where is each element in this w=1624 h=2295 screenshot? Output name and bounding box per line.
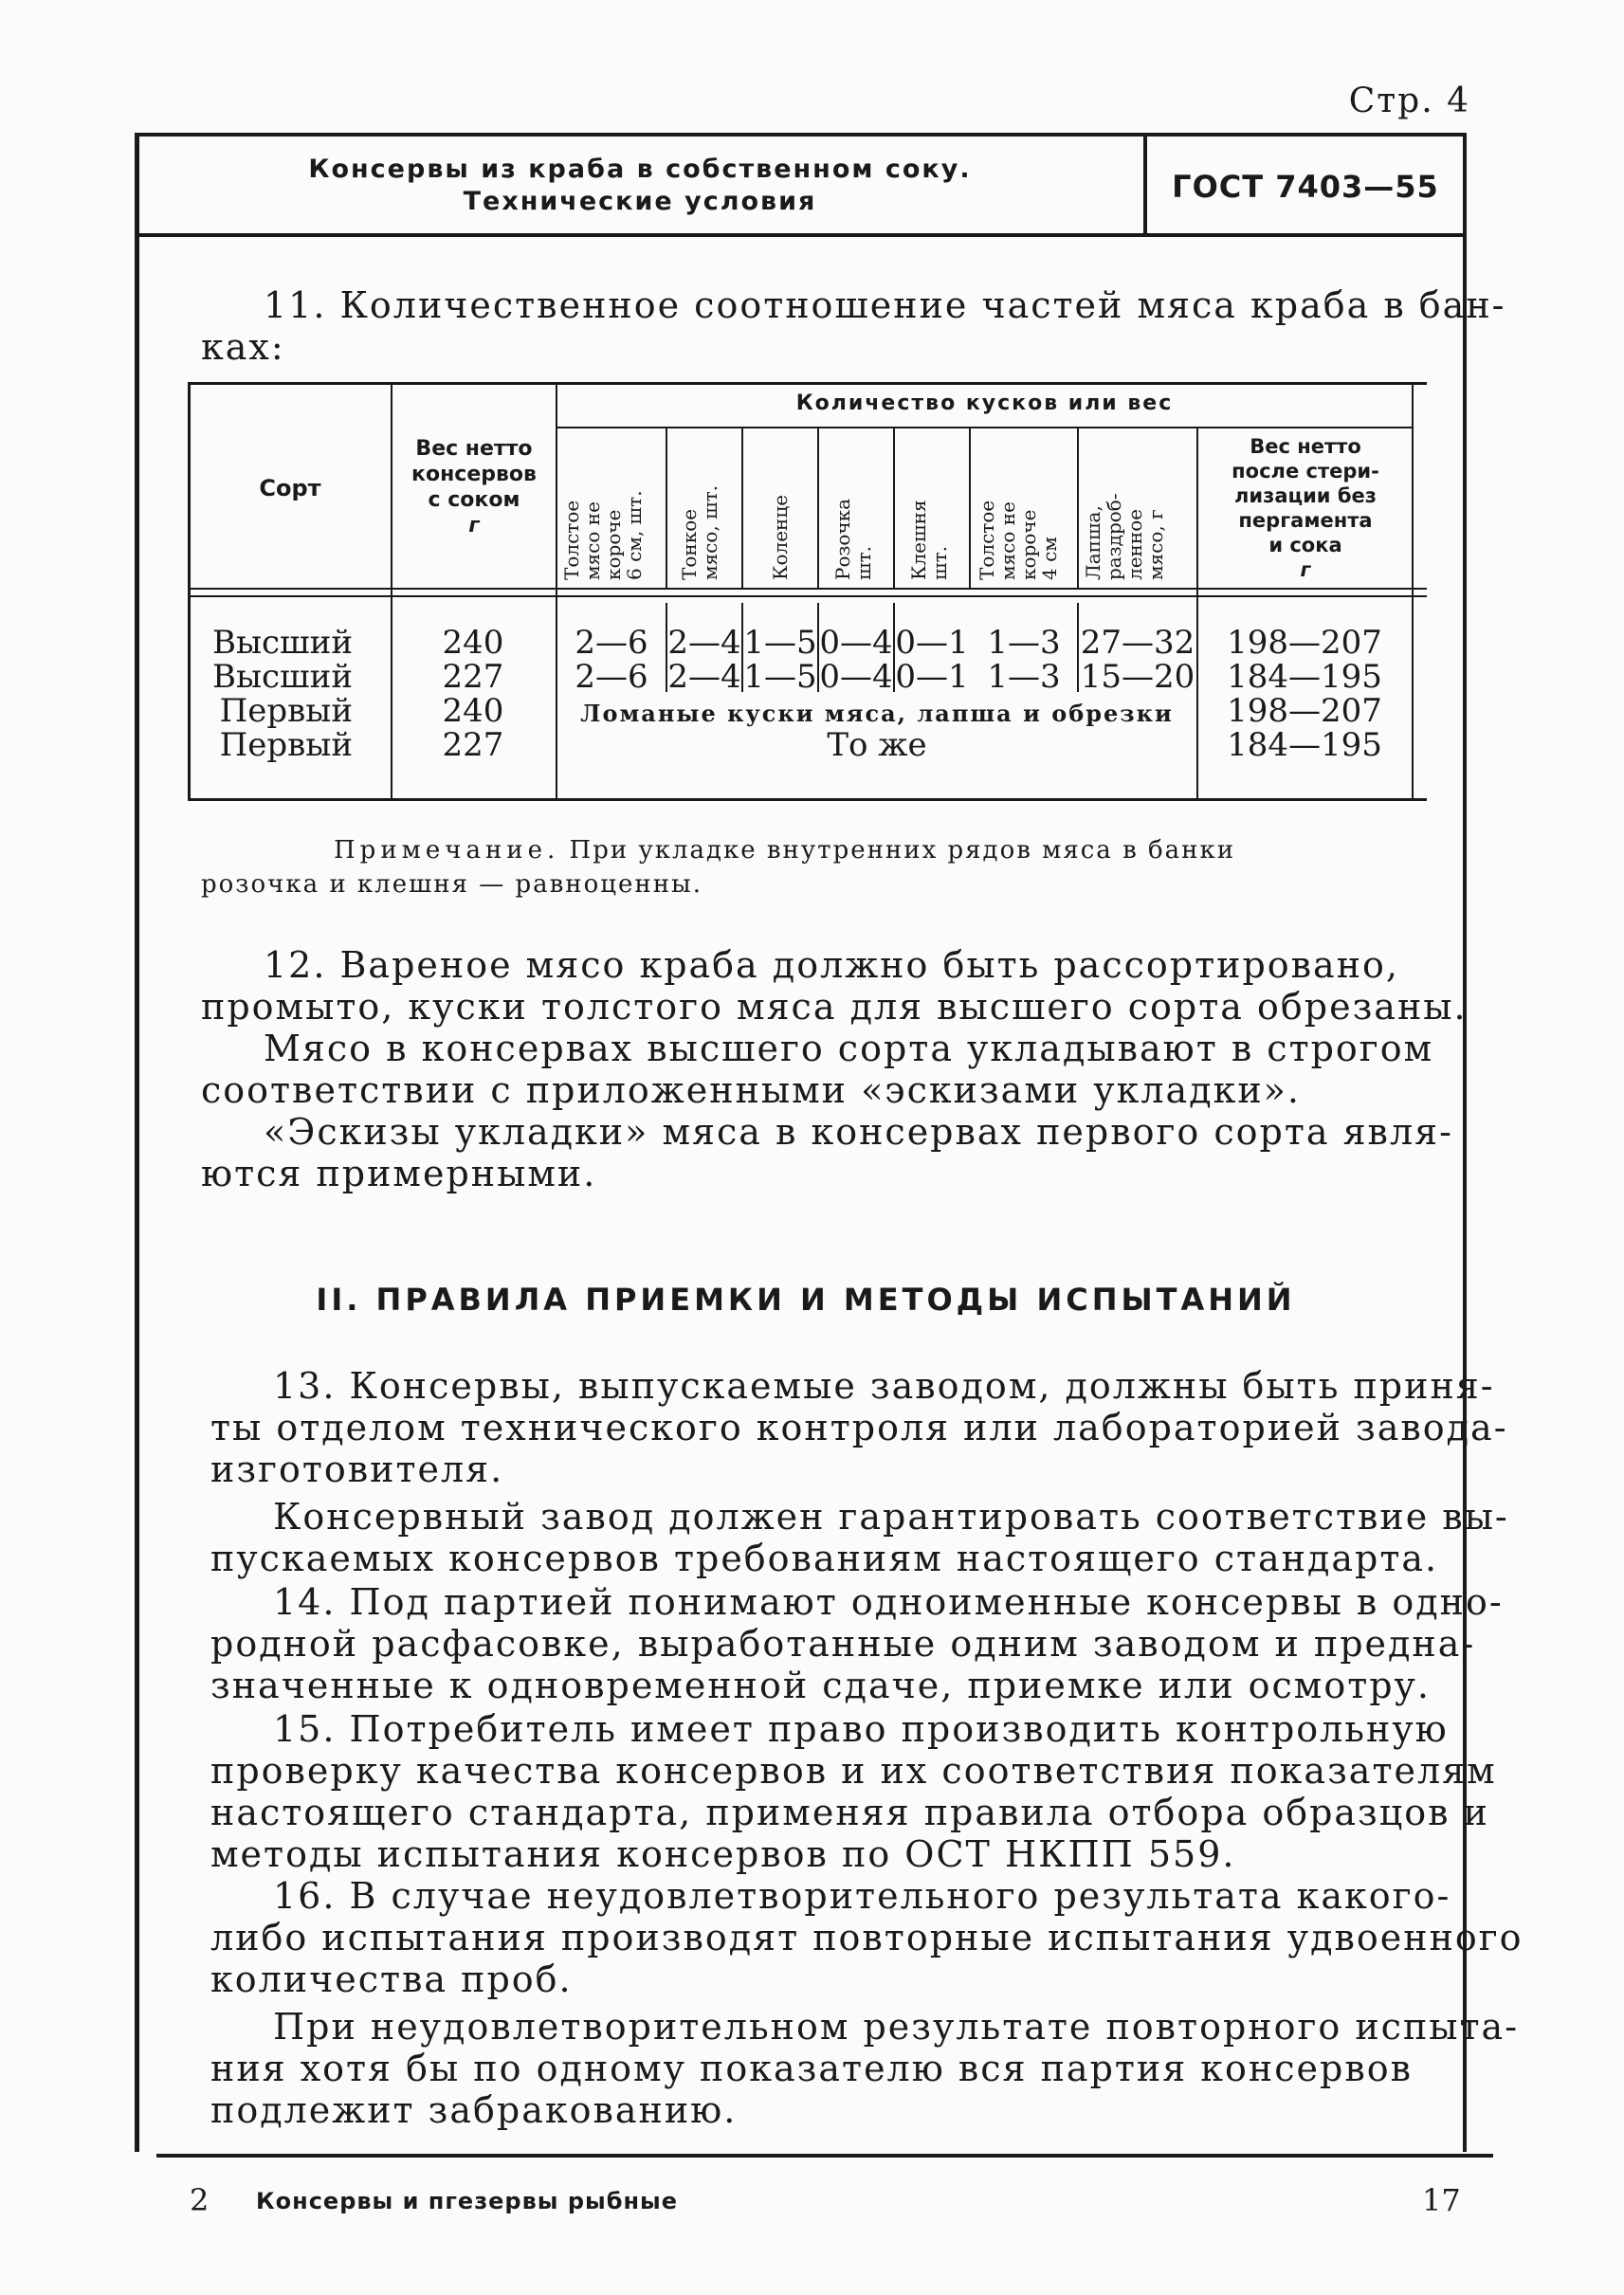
- cell-sort: Первый: [219, 726, 353, 764]
- col-header-thick-6cm: Толстое мясо не короче 6 см, шт.: [560, 490, 646, 580]
- cell-value: 1—5: [743, 624, 817, 662]
- table-subcol-line: [666, 428, 667, 588]
- footer-page-left: 2: [190, 2182, 210, 2218]
- table-header-rule-2: [188, 595, 1427, 597]
- col-header-group: Количество кусков или вес: [795, 392, 1174, 415]
- paragraph-line: изготовителя.: [210, 1448, 504, 1490]
- cell-sort: Высший: [211, 658, 353, 696]
- footer-rule: [156, 2154, 1493, 2158]
- cell-after: 198—207: [1227, 624, 1382, 662]
- col-header-kleshnya: Клешня шт.: [907, 500, 951, 580]
- cell-value: 2—4: [667, 624, 741, 662]
- cell-after: 198—207: [1227, 692, 1382, 730]
- frame-right-border: [1463, 133, 1467, 2152]
- paragraph-line: 15. Потребитель имеет право производить контрольную: [273, 1708, 1449, 1750]
- frame-left-border: [135, 133, 139, 2152]
- table-subcol-line: [817, 428, 819, 588]
- cell-value: 1—5: [743, 658, 817, 696]
- title-line-2: Технические условия: [463, 187, 817, 216]
- col-header-kolentse: Коленце: [769, 494, 792, 580]
- header-divider: [1143, 133, 1147, 237]
- paragraph-line: ния хотя бы по одному показателю вся партия консервов: [210, 2048, 1414, 2089]
- cell-after: 184—195: [1227, 726, 1382, 764]
- cell-value: 27—32: [1080, 624, 1195, 662]
- table-subcol-line: [893, 428, 895, 588]
- paragraph-line: методы испытания консервов по ОСТ НКПП 559.: [210, 1833, 1236, 1875]
- section-title: II. ПРАВИЛА ПРИЕМКИ И МЕТОДЫ ИСПЫТАНИЙ: [316, 1282, 1296, 1318]
- note-line-1: Примечание. При укладке внутренних рядов мяса в банки: [334, 836, 1236, 865]
- cell-value: 2—6: [575, 658, 648, 696]
- cell-merged: То же: [827, 726, 927, 764]
- cell-value: 1—3: [987, 658, 1061, 696]
- paragraph-line: проверку качества консервов и их соответствия показателям: [210, 1750, 1497, 1792]
- col-header-rozochka: Розочка шт.: [831, 498, 875, 580]
- col-header-thick-4cm: Толстое мясо не короче 4 см: [976, 500, 1061, 580]
- cell-sort: Первый: [219, 692, 353, 730]
- cell-weight: 240: [442, 624, 504, 662]
- paragraph-line: Консервный завод должен гарантировать соответствие вы-: [273, 1496, 1509, 1538]
- title-line-1: Консервы из краба в собственном соку.: [308, 155, 972, 184]
- document-title: [142, 154, 1138, 218]
- table-subcol-line: [969, 428, 971, 588]
- paragraph-line: 13. Консервы, выпускаемые заводом, должны быть приня-: [273, 1365, 1495, 1407]
- paragraph-line: настоящего стандарта, применяя правила отбора образцов и: [210, 1792, 1489, 1833]
- cell-weight: 240: [442, 692, 504, 730]
- cell-weight: 227: [442, 726, 504, 764]
- table-right-border: [1412, 382, 1414, 801]
- cell-value: 0—1: [895, 624, 969, 662]
- table-subcol-line: [1077, 428, 1079, 588]
- paragraph-line: подлежит забракованию.: [210, 2089, 738, 2131]
- cell-sort: Высший: [211, 624, 353, 662]
- cell-value: 15—20: [1080, 658, 1195, 696]
- note-label: Примечание.: [334, 836, 560, 865]
- paragraph-line: 16. В случае неудовлетворительного результата какого-: [273, 1875, 1451, 1917]
- table-subcol-line: [741, 428, 743, 588]
- table-header-rule-1: [188, 588, 1427, 590]
- paragraph-line: промыто, куски толстого мяса для высшего сорта обрезаны.: [201, 986, 1468, 1028]
- header-bottom-border: [135, 233, 1467, 237]
- frame-top-border: [135, 133, 1467, 137]
- cell-value: 0—4: [819, 624, 893, 662]
- cell-value: 0—4: [819, 658, 893, 696]
- cell-value: 0—1: [895, 658, 969, 696]
- paragraph-line: ются примерными.: [201, 1153, 597, 1194]
- col-header-weight: Вес нетто консервов с соком г: [411, 437, 537, 537]
- table-group-rule: [556, 427, 1414, 428]
- col-header-thin: Тонкое мясо, шт.: [678, 484, 721, 580]
- clause-11-line-1: 11. Количественное соотношение частей мяса краба в бан-: [264, 284, 1506, 326]
- paragraph-line: 14. Под партией понимают одноименные консервы в одно-: [273, 1581, 1504, 1623]
- footer-source: Консервы и пгезервы рыбные: [256, 2188, 679, 2214]
- gost-number: ГОСТ 7403—55: [1172, 169, 1439, 205]
- cell-weight: 227: [442, 658, 504, 696]
- paragraph-line: «Эскизы укладки» мяса в консервах первого сорта явля-: [264, 1111, 1453, 1153]
- col-header-after-sterilization: Вес нетто после стери- лизации без пергамента и сока г: [1232, 435, 1379, 581]
- paragraph-line: ты отделом технического контроля или лабораторией завода-: [210, 1407, 1508, 1448]
- paragraph-line: соответствии с приложенными «эскизами укладки».: [201, 1069, 1302, 1111]
- table-left-border: [188, 382, 191, 801]
- paragraph-line: значенные к одновременной сдаче, приемке или осмотру.: [210, 1665, 1431, 1706]
- cell-value: 1—3: [987, 624, 1061, 662]
- paragraph-line: 12. Вареное мясо краба должно быть рассортировано,: [264, 944, 1399, 986]
- col-header-sort: Сорт: [259, 475, 321, 501]
- note-line-2: розочка и клешня — равноценны.: [201, 870, 703, 899]
- cell-value: 2—4: [667, 658, 741, 696]
- clause-11-line-2: ках:: [201, 326, 285, 368]
- paragraph-line: пускаемых консервов требованиям настоящего стандарта.: [210, 1538, 1439, 1579]
- paragraph-line: родной расфасовке, выработанные одним заводом и предна-: [210, 1623, 1476, 1665]
- page-number: Стр. 4: [1348, 82, 1470, 120]
- paragraph-line: либо испытания производят повторные испытания удвоенного: [210, 1917, 1524, 1958]
- paragraph-line: количества проб.: [210, 1958, 573, 2000]
- cell-after: 184—195: [1227, 658, 1382, 696]
- cell-value: 2—6: [575, 624, 648, 662]
- col-header-lapsha: Лапша, раздроб- ленное мясо, г: [1082, 493, 1167, 580]
- table-bottom-border: [188, 798, 1427, 801]
- table-top-border: [188, 382, 1427, 385]
- paragraph-line: При неудовлетворительном результате повторного испыта-: [273, 2006, 1520, 2048]
- cell-merged: Ломаные куски мяса, лапша и обрезки: [580, 700, 1174, 727]
- footer-page-right: 17: [1422, 2182, 1461, 2218]
- paragraph-line: Мясо в консервах высшего сорта укладывают в строгом: [264, 1028, 1434, 1069]
